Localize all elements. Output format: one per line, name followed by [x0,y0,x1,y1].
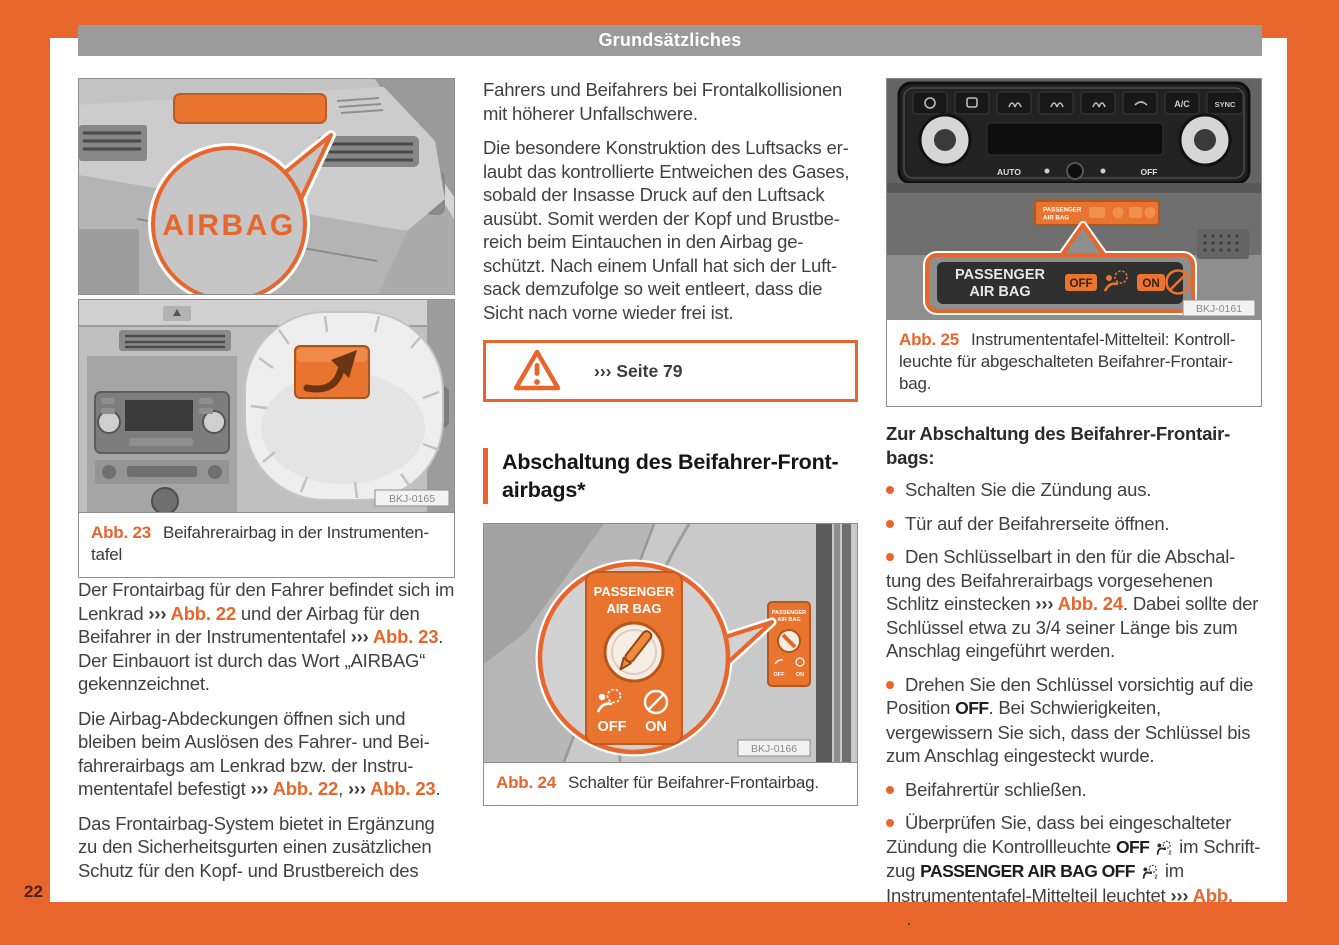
figure-abb24-caption [484,762,857,805]
deployed-airbag [245,312,443,500]
figure-abb25-caption [887,319,1261,406]
svg-text:AIR BAG: AIR BAG [777,617,801,623]
warning-page-reference: ››› Seite 79 [594,360,683,381]
svg-text:ON: ON [645,719,667,735]
step-item: Überprüfen Sie, dass bei eingeschalteter Zündung die Kontrollleuchte OFF 2 im Schriftzug PASSENGER AIR BAG OFF 2 im Instrumententafel-Mittelteil leuchtet ››› Abb. 25. [886,812,1261,929]
figure-abb23-image-top [78,78,455,295]
figure-abb24-label: Abb. 24 [496,773,557,792]
step-item: Drehen Sie den Schlüssel vorsichtig auf die Position OFF. Bei Schwierigkeiten, vergewissern Sie sich, dass der Schlüssel bis zum Anschlag eingesteckt wurde. [886,673,1262,768]
step-item: Tür auf der Beifahrerseite öffnen. [886,512,1262,536]
warning-reference-box [483,340,858,402]
airbag-deploy-arrow-icon [295,346,369,398]
svg-text:OFF: OFF [1069,278,1093,290]
gear-shifter [152,488,178,512]
left-air-vent [79,125,147,161]
paragraph: Der Frontairbag für den Fahrer befindet sich im Lenkrad ››› Abb. 22 und der Airbag für den Beifahrer in der Instrumententafel ››› Abb. 23. Der Einbauort ist durch das Wort „AIRBAG“ gekennzeichnet. [78,579,455,694]
figure-abb24 [483,523,858,806]
step-item: Den Schlüsselbart in den für die Abschaltung des Beifahrerairbags vorgesehenen Schlitz einstecken ››› Abb. 24. Dabei sollte der Schlüssel etwa zu 3/4 seiner Länge bis zum Anschlag eingeführt werden. [886,545,1262,663]
procedure-steps [886,478,1262,931]
figure-abb23-label: Abb. 23 [91,523,152,542]
paragraph: Die besondere Konstruktion des Luftsacks erlaubt das kontrollierte Entweichen des Gases, sobald der Insasse Druck auf den Luftsack ausübt. Somit werden der Kopf und Brustbereich beim Eintauchen in den Airbag geschützt. Nach einem Unfall hat sich der Luftsack demzufolge so weit entleert, dass die Sicht nach vorne wieder frei ist. [483,137,850,323]
svg-text:PASSENGER: PASSENGER [955,267,1045,283]
speaker-grille [1197,229,1249,259]
svg-text:AIR BAG: AIR BAG [606,601,662,616]
figure-abb23 [78,78,455,578]
paragraph: Die Airbag-Abdeckungen öffnen sich und bleiben beim Auslösen des Fahrer- und Beifahrerairbags am Lenkrad bzw. der Instrumententafel befestigt ››› Abb. 22, ››› Abb. 23. [78,707,441,799]
svg-text:PASSENGER: PASSENGER [771,610,807,616]
column-middle [483,78,858,806]
svg-text:AIR BAG: AIR BAG [969,284,1031,300]
step-item: Schalten Sie die Zündung aus. [886,478,1262,502]
image-code: BKJ-0165 [388,493,436,505]
paragraph: Fahrers und Beifahrers bei Frontalkollisionen mit höherer Unfallschwere. [483,79,843,124]
passenger-airbag-off-icon [1142,864,1158,879]
column-right [886,78,1262,941]
paragraph: Das Frontairbag-System bietet in Ergänzung zu den Sicherheitsgurten einen zusätzlichen Schutz für den Kopf- und Brustbereich des [78,812,435,881]
svg-text:OFF: OFF [1140,167,1158,177]
figure-abb25-label: Abb. 25 [899,330,960,349]
airbag-word: AIRBAG [162,209,296,242]
svg-text:AUTO: AUTO [997,167,1021,177]
svg-text:2: 2 [1168,849,1172,855]
airbag-cover-highlight [174,94,326,123]
figure-abb23-caption [79,512,454,577]
image-code: BKJ-0161 [1195,303,1243,315]
svg-text:ON: ON [795,672,805,678]
page-number: 22 [24,882,43,901]
chapter-title: Grundsätzliches [598,30,742,50]
chapter-header-bar [78,25,1262,56]
svg-text:2: 2 [1154,874,1158,879]
figure-abb25 [886,78,1262,407]
passenger-airbag-indicator-strip [1035,201,1159,225]
figure-abb23-caption-text: Beifahrerairbag in der Instrumententafel [91,523,430,564]
step-item: Beifahrertür schließen. [886,778,1262,802]
section-heading: Abschaltung des Beifahrer-Frontairbags* [483,448,858,504]
svg-text:A/C: A/C [1174,99,1190,109]
procedure-heading: Zur Abschaltung des Beifahrer-Frontairbags: [886,423,1231,468]
dashboard-airbag-location-illustration [79,79,454,294]
instrument-panel-indicator-illustration [887,79,1261,319]
image-code: BKJ-0166 [750,743,798,755]
door-seal [816,524,832,762]
svg-text:AIR BAG: AIR BAG [1043,214,1070,222]
airbag-switch-illustration [484,524,857,762]
deployed-airbag-illustration [79,300,454,512]
figure-abb23-image-bottom [78,299,455,578]
airbag-switch-small [768,602,810,686]
svg-text:OFF: OFF [597,719,627,735]
svg-text:PASSENGER: PASSENGER [593,584,675,599]
climate-control-panel [899,83,1249,183]
passenger-airbag-off-icon [1156,840,1172,855]
column-left [78,78,455,893]
svg-text:ON: ON [1142,278,1160,290]
svg-text:SYNC: SYNC [1214,100,1236,109]
figure-abb25-caption-text: Instrumententafel-Mittelteil: Kontrollleuchte für abgeschalteten Beifahrer-Frontairbag. [899,330,1236,393]
warning-triangle-icon [512,348,562,394]
figure-abb24-caption-text: Schalter für Beifahrer-Frontairbag. [568,773,819,792]
svg-text:PASSENGER: PASSENGER [1043,206,1082,214]
svg-text:OFF: OFF [773,672,785,678]
